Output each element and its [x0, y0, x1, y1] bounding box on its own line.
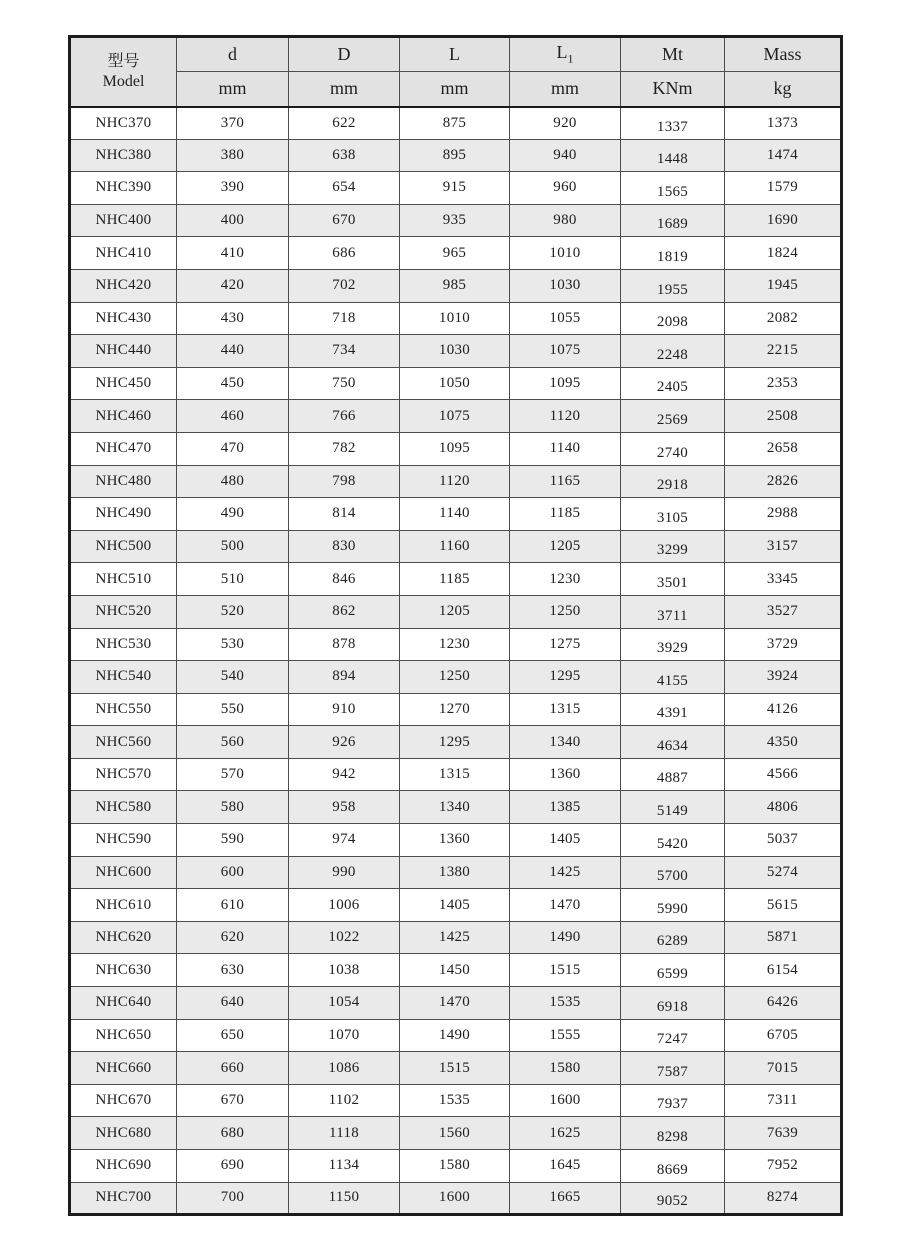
L-cell: 1580	[400, 1150, 510, 1183]
model-cell: NHC440	[70, 335, 177, 368]
column-header-D: D	[289, 37, 400, 72]
d-cell: 570	[177, 758, 289, 791]
mass-cell: 5274	[725, 856, 842, 889]
d-cell: 670	[177, 1084, 289, 1117]
L-cell: 1535	[400, 1084, 510, 1117]
L-cell: 1075	[400, 400, 510, 433]
mass-cell: 4350	[725, 726, 842, 759]
mt-cell: 2098	[621, 302, 725, 335]
L1-cell: 1580	[510, 1052, 621, 1085]
D-cell: 654	[289, 172, 400, 205]
L-cell: 1160	[400, 530, 510, 563]
column-header-model	[70, 37, 177, 107]
L1-cell: 1600	[510, 1084, 621, 1117]
model-cell: NHC470	[70, 432, 177, 465]
d-cell: 590	[177, 824, 289, 857]
D-cell: 926	[289, 726, 400, 759]
table-row	[70, 595, 842, 628]
unit-d: mm	[177, 72, 289, 107]
table-row	[70, 302, 842, 335]
L1-cell: 1185	[510, 498, 621, 531]
D-cell: 1086	[289, 1052, 400, 1085]
mass-cell: 5037	[725, 824, 842, 857]
d-cell: 500	[177, 530, 289, 563]
model-cell: NHC540	[70, 661, 177, 694]
L-cell: 1095	[400, 432, 510, 465]
L-cell: 1120	[400, 465, 510, 498]
model-cell: NHC460	[70, 400, 177, 433]
mt-cell: 5700	[621, 856, 725, 889]
L1-cell: 1535	[510, 987, 621, 1020]
d-cell: 560	[177, 726, 289, 759]
mass-cell: 3924	[725, 661, 842, 694]
mass-cell: 1474	[725, 139, 842, 172]
d-cell: 510	[177, 563, 289, 596]
L1-cell: 1645	[510, 1150, 621, 1183]
table-row	[70, 107, 842, 140]
mass-cell: 6154	[725, 954, 842, 987]
model-cell: NHC660	[70, 1052, 177, 1085]
table-row	[70, 172, 842, 205]
table-row	[70, 954, 842, 987]
mt-cell: 1955	[621, 269, 725, 302]
D-cell: 1102	[289, 1084, 400, 1117]
L-cell: 1050	[400, 367, 510, 400]
L-cell: 1600	[400, 1182, 510, 1215]
d-cell: 440	[177, 335, 289, 368]
table-row	[70, 726, 842, 759]
D-cell: 702	[289, 269, 400, 302]
unit-Mt: KNm	[621, 72, 725, 107]
L-cell: 935	[400, 204, 510, 237]
D-cell: 814	[289, 498, 400, 531]
table-row	[70, 400, 842, 433]
L-cell: 1380	[400, 856, 510, 889]
D-cell: 1070	[289, 1019, 400, 1052]
D-cell: 942	[289, 758, 400, 791]
mt-cell: 6289	[621, 921, 725, 954]
L1-cell: 1095	[510, 367, 621, 400]
table-row	[70, 628, 842, 661]
table-row	[70, 1052, 842, 1085]
d-cell: 460	[177, 400, 289, 433]
L-cell: 875	[400, 107, 510, 140]
L1-cell: 920	[510, 107, 621, 140]
D-cell: 734	[289, 335, 400, 368]
L1-cell: 1295	[510, 661, 621, 694]
D-cell: 1134	[289, 1150, 400, 1183]
L1-cell: 1625	[510, 1117, 621, 1150]
L1-cell: 1425	[510, 856, 621, 889]
D-cell: 958	[289, 791, 400, 824]
L-cell: 1405	[400, 889, 510, 922]
L-cell: 895	[400, 139, 510, 172]
table-row	[70, 139, 842, 172]
d-cell: 520	[177, 595, 289, 628]
header-row-units	[70, 72, 842, 107]
mt-cell: 2918	[621, 465, 725, 498]
table-row	[70, 530, 842, 563]
mass-cell: 2508	[725, 400, 842, 433]
model-cell: NHC520	[70, 595, 177, 628]
model-cell: NHC620	[70, 921, 177, 954]
mt-cell: 3711	[621, 595, 725, 628]
model-cell: NHC580	[70, 791, 177, 824]
d-cell: 600	[177, 856, 289, 889]
mass-cell: 5615	[725, 889, 842, 922]
mass-cell: 6426	[725, 987, 842, 1020]
L-cell: 1450	[400, 954, 510, 987]
L1-cell: 1315	[510, 693, 621, 726]
column-header-L1: $L_1$	[510, 37, 621, 72]
D-cell: 638	[289, 139, 400, 172]
L1-cell: 1120	[510, 400, 621, 433]
model-cell: NHC450	[70, 367, 177, 400]
d-cell: 620	[177, 921, 289, 954]
L-cell: 1230	[400, 628, 510, 661]
mt-cell: 4391	[621, 693, 725, 726]
D-cell: 750	[289, 367, 400, 400]
L1-cell: 1385	[510, 791, 621, 824]
d-cell: 700	[177, 1182, 289, 1215]
mass-cell: 7639	[725, 1117, 842, 1150]
mass-cell: 3729	[725, 628, 842, 661]
mt-cell: 2569	[621, 400, 725, 433]
mass-cell: 7015	[725, 1052, 842, 1085]
L1-cell: 1075	[510, 335, 621, 368]
model-cell: NHC490	[70, 498, 177, 531]
L-cell: 1490	[400, 1019, 510, 1052]
d-cell: 380	[177, 139, 289, 172]
d-cell: 630	[177, 954, 289, 987]
model-cell: NHC610	[70, 889, 177, 922]
mass-cell: 8274	[725, 1182, 842, 1215]
column-header-L: L	[400, 37, 510, 72]
L-cell: 1425	[400, 921, 510, 954]
D-cell: 894	[289, 661, 400, 694]
L-cell: 1560	[400, 1117, 510, 1150]
L-cell: 1295	[400, 726, 510, 759]
model-label-cn: 型号	[107, 52, 140, 70]
table-row	[70, 1019, 842, 1052]
mt-cell: 5149	[621, 791, 725, 824]
D-cell: 1118	[289, 1117, 400, 1150]
L-cell: 1340	[400, 791, 510, 824]
mt-cell: 1448	[621, 139, 725, 172]
unit-L1: mm	[510, 72, 621, 107]
model-cell: NHC700	[70, 1182, 177, 1215]
mt-cell: 7247	[621, 1019, 725, 1052]
mass-cell: 2826	[725, 465, 842, 498]
L1-cell: 1405	[510, 824, 621, 857]
L-cell: 1315	[400, 758, 510, 791]
L-cell: 1360	[400, 824, 510, 857]
table-row	[70, 465, 842, 498]
column-header-d: d	[177, 37, 289, 72]
model-cell: NHC500	[70, 530, 177, 563]
L1-cell: 1165	[510, 465, 621, 498]
D-cell: 830	[289, 530, 400, 563]
mass-cell: 1824	[725, 237, 842, 270]
mass-cell: 7952	[725, 1150, 842, 1183]
L-cell: 1030	[400, 335, 510, 368]
table-row	[70, 693, 842, 726]
mass-cell: 5871	[725, 921, 842, 954]
d-cell: 470	[177, 432, 289, 465]
d-cell: 420	[177, 269, 289, 302]
d-cell: 680	[177, 1117, 289, 1150]
L1-cell: 1010	[510, 237, 621, 270]
D-cell: 718	[289, 302, 400, 335]
d-cell: 430	[177, 302, 289, 335]
column-header-Mass: Mass	[725, 37, 842, 72]
mass-cell: 6705	[725, 1019, 842, 1052]
model-cell: NHC480	[70, 465, 177, 498]
L-cell: 1205	[400, 595, 510, 628]
mt-cell: 1337	[621, 107, 725, 140]
L-cell: 1185	[400, 563, 510, 596]
L-cell: 1515	[400, 1052, 510, 1085]
L1-cell: 1140	[510, 432, 621, 465]
D-cell: 798	[289, 465, 400, 498]
mass-cell: 2215	[725, 335, 842, 368]
mt-cell: 5990	[621, 889, 725, 922]
d-cell: 650	[177, 1019, 289, 1052]
d-cell: 690	[177, 1150, 289, 1183]
mt-cell: 8298	[621, 1117, 725, 1150]
mass-cell: 4126	[725, 693, 842, 726]
table-row	[70, 1150, 842, 1183]
mt-cell: 9052	[621, 1182, 725, 1215]
header-row-names	[70, 37, 842, 72]
d-cell: 390	[177, 172, 289, 205]
model-cell: NHC420	[70, 269, 177, 302]
L1-cell: 1555	[510, 1019, 621, 1052]
L-cell: 965	[400, 237, 510, 270]
table-row	[70, 758, 842, 791]
d-cell: 450	[177, 367, 289, 400]
mass-cell: 1579	[725, 172, 842, 205]
table-row	[70, 367, 842, 400]
mt-cell: 4887	[621, 758, 725, 791]
unit-L: mm	[400, 72, 510, 107]
L1-cell: 1250	[510, 595, 621, 628]
table-row	[70, 889, 842, 922]
D-cell: 846	[289, 563, 400, 596]
d-cell: 580	[177, 791, 289, 824]
table-row	[70, 335, 842, 368]
column-header-Mt: Mt	[621, 37, 725, 72]
mt-cell: 3501	[621, 563, 725, 596]
mass-cell: 1690	[725, 204, 842, 237]
L1-cell: 1340	[510, 726, 621, 759]
mt-cell: 5420	[621, 824, 725, 857]
mt-cell: 3929	[621, 628, 725, 661]
table-row	[70, 921, 842, 954]
mt-cell: 3299	[621, 530, 725, 563]
mt-cell: 1565	[621, 172, 725, 205]
L-cell: 1140	[400, 498, 510, 531]
mass-cell: 3527	[725, 595, 842, 628]
d-cell: 530	[177, 628, 289, 661]
mass-cell: 1945	[725, 269, 842, 302]
model-cell: NHC400	[70, 204, 177, 237]
model-cell: NHC550	[70, 693, 177, 726]
L1-cell: 1275	[510, 628, 621, 661]
D-cell: 1150	[289, 1182, 400, 1215]
model-cell: NHC380	[70, 139, 177, 172]
mt-cell: 7937	[621, 1084, 725, 1117]
model-cell: NHC430	[70, 302, 177, 335]
model-cell: NHC410	[70, 237, 177, 270]
model-cell: NHC560	[70, 726, 177, 759]
D-cell: 1054	[289, 987, 400, 1020]
mass-cell: 1373	[725, 107, 842, 140]
d-cell: 480	[177, 465, 289, 498]
L1-cell: 1515	[510, 954, 621, 987]
model-cell: NHC530	[70, 628, 177, 661]
model-cell: NHC670	[70, 1084, 177, 1117]
unit-D: mm	[289, 72, 400, 107]
table-header	[70, 37, 842, 107]
D-cell: 974	[289, 824, 400, 857]
table-row	[70, 269, 842, 302]
model-cell: NHC690	[70, 1150, 177, 1183]
model-cell: NHC390	[70, 172, 177, 205]
D-cell: 686	[289, 237, 400, 270]
table-row	[70, 237, 842, 270]
mass-cell: 2082	[725, 302, 842, 335]
model-cell: NHC680	[70, 1117, 177, 1150]
L1-cell: 980	[510, 204, 621, 237]
table-row	[70, 791, 842, 824]
L-cell: 1270	[400, 693, 510, 726]
D-cell: 1006	[289, 889, 400, 922]
L1-cell: 1470	[510, 889, 621, 922]
d-cell: 640	[177, 987, 289, 1020]
mass-cell: 3345	[725, 563, 842, 596]
model-cell: NHC630	[70, 954, 177, 987]
model-cell: NHC370	[70, 107, 177, 140]
D-cell: 878	[289, 628, 400, 661]
mt-cell: 6599	[621, 954, 725, 987]
table-row	[70, 1117, 842, 1150]
d-cell: 660	[177, 1052, 289, 1085]
mt-cell: 2405	[621, 367, 725, 400]
d-cell: 540	[177, 661, 289, 694]
L-cell: 1470	[400, 987, 510, 1020]
L1-cell: 960	[510, 172, 621, 205]
L-cell: 985	[400, 269, 510, 302]
mass-cell: 4566	[725, 758, 842, 791]
L1-cell: 1055	[510, 302, 621, 335]
D-cell: 782	[289, 432, 400, 465]
L1-cell: 1205	[510, 530, 621, 563]
mass-cell: 2353	[725, 367, 842, 400]
table-row	[70, 563, 842, 596]
table-row	[70, 1182, 842, 1215]
table-row	[70, 432, 842, 465]
L1-cell: 1490	[510, 921, 621, 954]
d-cell: 370	[177, 107, 289, 140]
model-cell: NHC640	[70, 987, 177, 1020]
table-row	[70, 987, 842, 1020]
model-cell: NHC590	[70, 824, 177, 857]
d-cell: 400	[177, 204, 289, 237]
mt-cell: 2740	[621, 432, 725, 465]
d-cell: 490	[177, 498, 289, 531]
L1-cell: 1030	[510, 269, 621, 302]
table-row	[70, 204, 842, 237]
D-cell: 862	[289, 595, 400, 628]
D-cell: 670	[289, 204, 400, 237]
L1-cell: 940	[510, 139, 621, 172]
table-row	[70, 824, 842, 857]
d-cell: 610	[177, 889, 289, 922]
mass-cell: 4806	[725, 791, 842, 824]
L-cell: 1250	[400, 661, 510, 694]
unit-Mass: kg	[725, 72, 842, 107]
mt-cell: 4634	[621, 726, 725, 759]
mt-cell: 3105	[621, 498, 725, 531]
mass-cell: 7311	[725, 1084, 842, 1117]
L1-cell: 1230	[510, 563, 621, 596]
L1-cell: 1665	[510, 1182, 621, 1215]
mt-cell: 8669	[621, 1150, 725, 1183]
table-row	[70, 1084, 842, 1117]
D-cell: 622	[289, 107, 400, 140]
D-cell: 1038	[289, 954, 400, 987]
mt-cell: 7587	[621, 1052, 725, 1085]
L1-cell: 1360	[510, 758, 621, 791]
model-cell: NHC510	[70, 563, 177, 596]
model-cell: NHC600	[70, 856, 177, 889]
mt-cell: 4155	[621, 661, 725, 694]
mass-cell: 2988	[725, 498, 842, 531]
D-cell: 766	[289, 400, 400, 433]
D-cell: 990	[289, 856, 400, 889]
table-row	[70, 498, 842, 531]
mt-cell: 1689	[621, 204, 725, 237]
model-label-en: Model	[102, 72, 145, 90]
mass-cell: 3157	[725, 530, 842, 563]
D-cell: 1022	[289, 921, 400, 954]
table-row	[70, 856, 842, 889]
d-cell: 550	[177, 693, 289, 726]
D-cell: 910	[289, 693, 400, 726]
L-cell: 915	[400, 172, 510, 205]
mass-cell: 2658	[725, 432, 842, 465]
d-cell: 410	[177, 237, 289, 270]
model-cell: NHC650	[70, 1019, 177, 1052]
mt-cell: 1819	[621, 237, 725, 270]
spec-table	[68, 35, 843, 1216]
table-row	[70, 661, 842, 694]
mt-cell: 2248	[621, 335, 725, 368]
mt-cell: 6918	[621, 987, 725, 1020]
L-cell: 1010	[400, 302, 510, 335]
table-body	[70, 107, 842, 1215]
model-cell: NHC570	[70, 758, 177, 791]
